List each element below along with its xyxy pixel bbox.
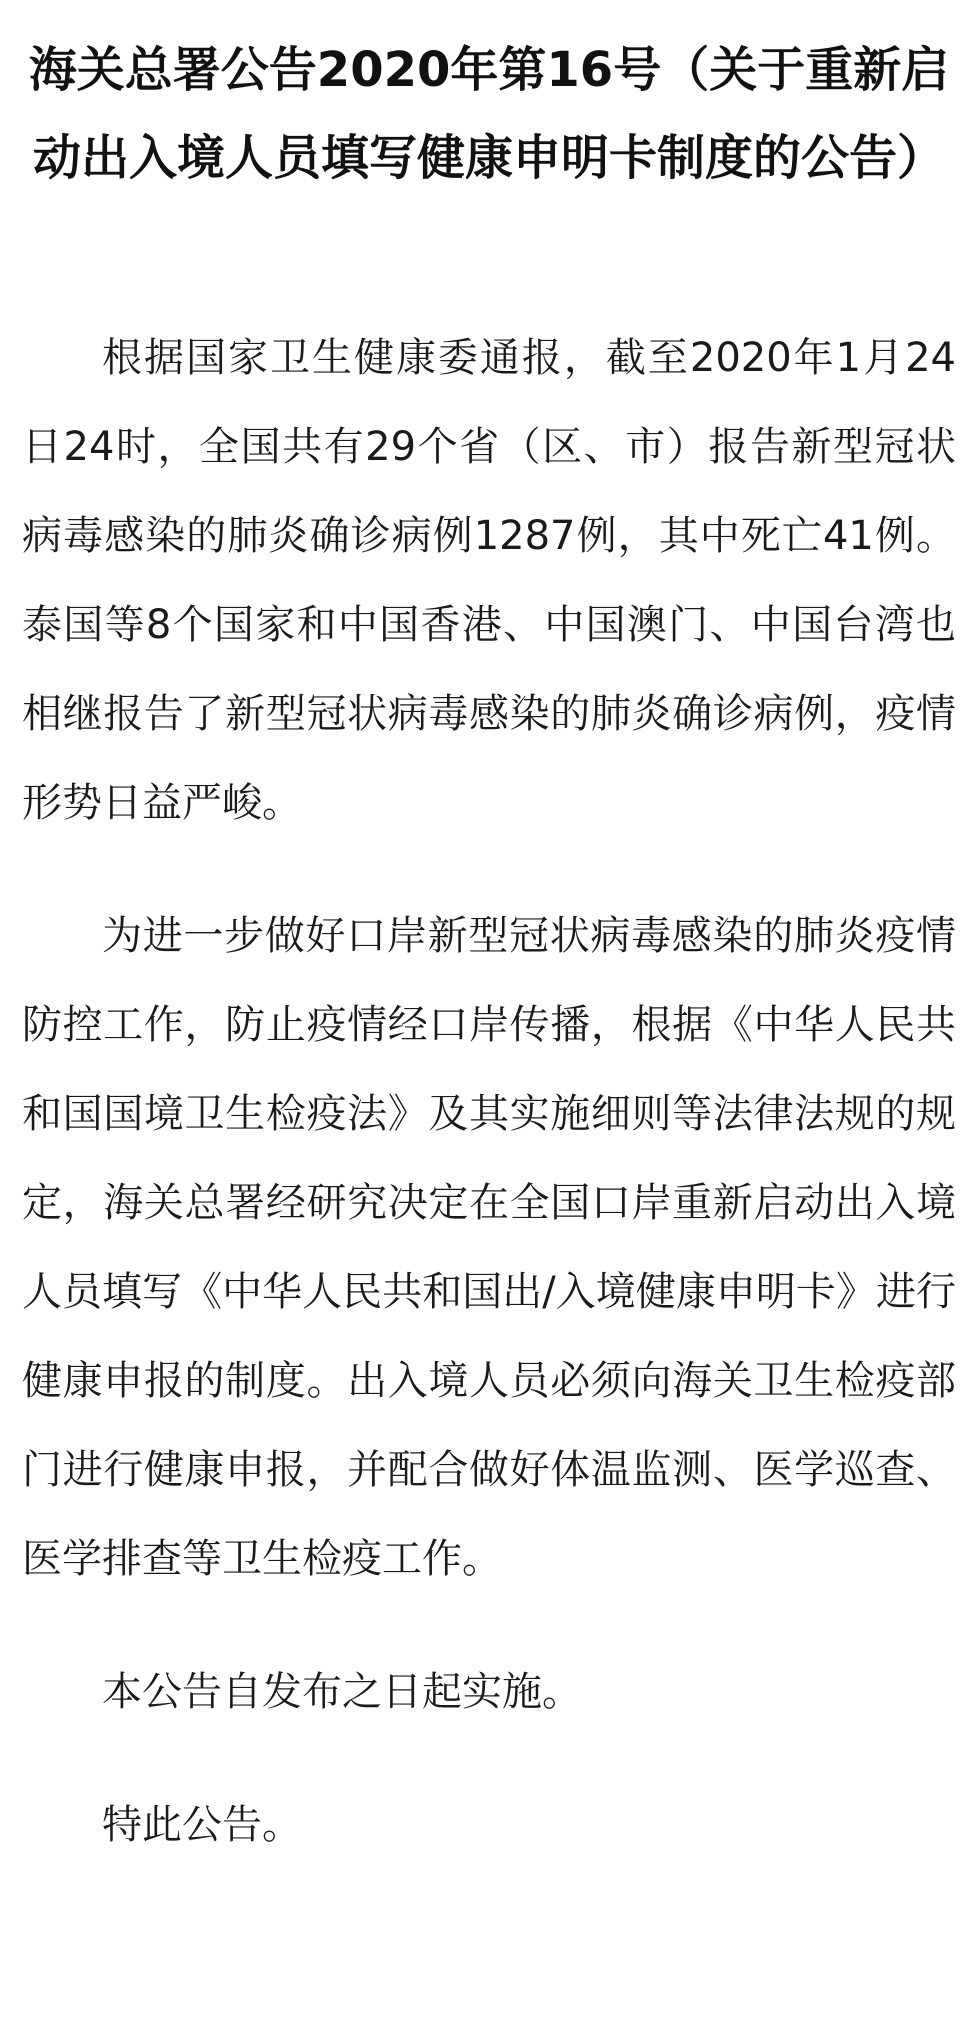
announcement-body	[22, 202, 956, 1870]
announcement-title: 海关总署公告2020年第16号（关于重新启动出入境人员填写健康申明卡制度的公告）	[28, 42, 950, 186]
paragraph-closing: 特此公告。	[102, 1802, 302, 1848]
paragraph-health-declaration-decision: 为进一步做好口岸新型冠状病毒感染的肺炎疫情防控工作，防止疫情经口岸传播，根据《中华人民共和国国境卫生检疫法》及其实施细则等法律法规的规定，海关总署经研究决定在全国口岸重新启动出入境人员填写《中华人民共和国出/入境健康申明卡》进行健康申报的制度。出入境人员必须向海关卫生检疫部门进行健康申报，并配合做好体温监测、医学巡查、医学排查等卫生检疫工作。	[22, 913, 956, 1582]
paragraph-epidemic-situation: 根据国家卫生健康委通报，截至2020年1月24日24时，全国共有29个省（区、市）报告新型冠状病毒感染的肺炎确诊病例1287例，其中死亡41例。泰国等8个国家和中国香港、中国澳门、中国台湾也相继报告了新型冠状病毒感染的肺炎确诊病例，疫情形势日益严峻。	[22, 335, 956, 826]
paragraph-effective-date: 本公告自发布之日起实施。	[102, 1669, 582, 1715]
